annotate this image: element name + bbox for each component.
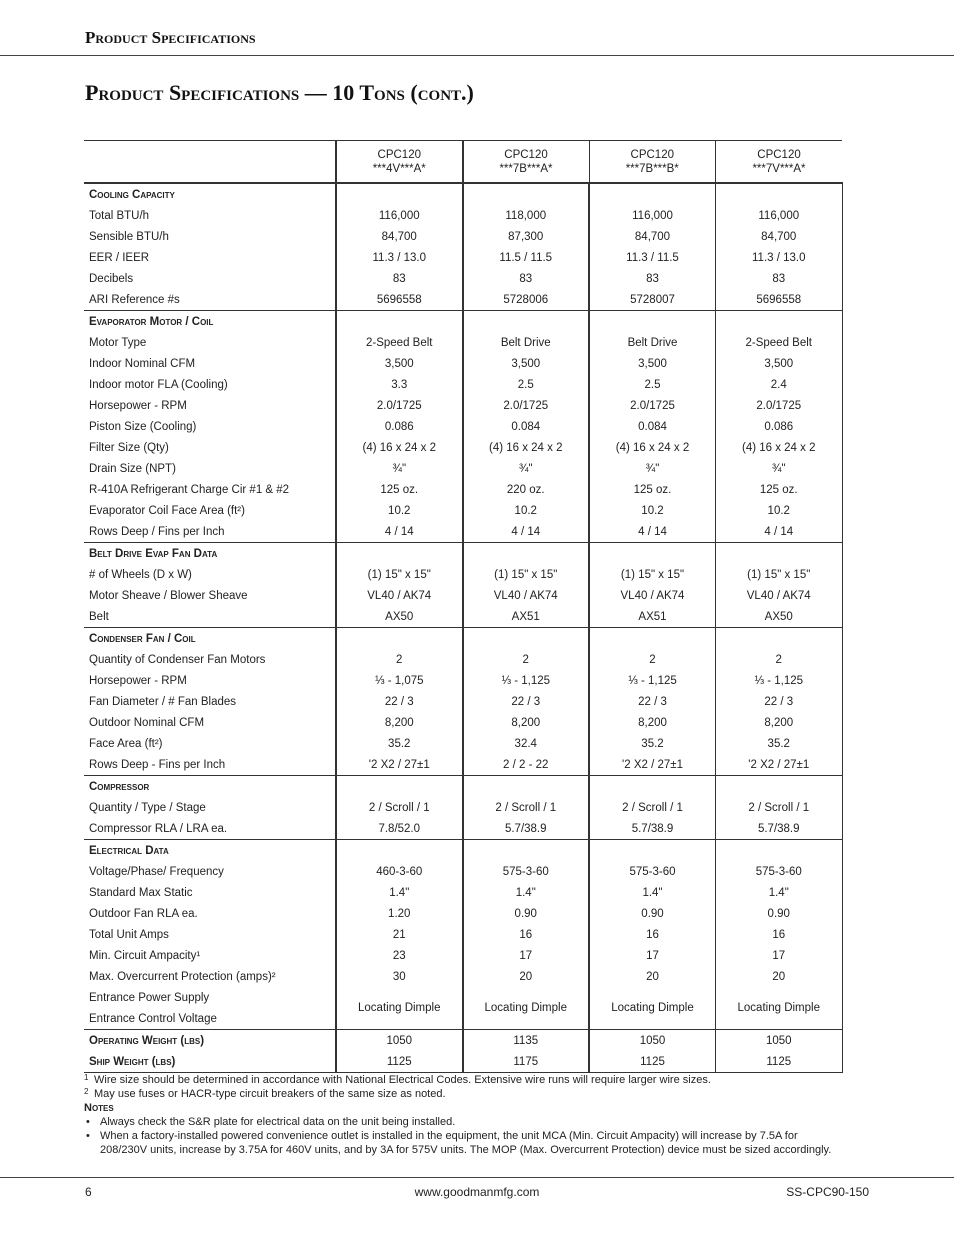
bullet-icon: • (86, 1116, 90, 1128)
value-cell: 1050 (336, 1030, 463, 1052)
model-name: CPC120 (504, 148, 548, 161)
value-cell: 0.90 (716, 903, 843, 924)
model-header (463, 141, 590, 184)
section-header-row (84, 543, 842, 565)
value-cell: 3,500 (463, 353, 590, 374)
row-label: Evaporator Coil Face Area (ft²) (84, 500, 336, 521)
table-row (84, 521, 842, 543)
table-row (84, 733, 842, 754)
row-label: Entrance Control Voltage (84, 1008, 336, 1030)
value-cell: 83 (463, 268, 590, 289)
value-cell: 5.7/38.9 (589, 818, 716, 840)
section-title: Condenser Fan / Coil (84, 628, 336, 650)
value-cell: (4) 16 x 24 x 2 (336, 437, 463, 458)
value-cell: ⅓ - 1,075 (336, 670, 463, 691)
table-row (84, 395, 842, 416)
value-cell: 30 (336, 966, 463, 987)
value-cell: 8,200 (716, 712, 843, 733)
notes-area (84, 1073, 844, 1157)
page-number: 6 (85, 1185, 92, 1199)
table-row (84, 564, 842, 585)
table-row (84, 882, 842, 903)
row-label: Rows Deep - Fins per Inch (84, 754, 336, 776)
footnote (84, 1087, 844, 1101)
value-cell: 16 (716, 924, 843, 945)
value-cell: 118,000 (463, 205, 590, 226)
value-cell: Belt Drive (463, 332, 590, 353)
value-cell: 35.2 (336, 733, 463, 754)
section-header-row (84, 183, 842, 205)
table-row (84, 691, 842, 712)
row-label: Motor Sheave / Blower Sheave (84, 585, 336, 606)
weight-row (84, 1051, 842, 1073)
table-row (84, 500, 842, 521)
value-cell: (4) 16 x 24 x 2 (463, 437, 590, 458)
table-row (84, 754, 842, 776)
value-cell: 460-3-60 (336, 861, 463, 882)
header-divider (0, 55, 954, 56)
table-row (84, 458, 842, 479)
row-label: Outdoor Fan RLA ea. (84, 903, 336, 924)
value-cell: '2 X2 / 27±1 (589, 754, 716, 776)
row-label: Voltage/Phase/ Frequency (84, 861, 336, 882)
value-cell: 2.0/1725 (716, 395, 843, 416)
table-row (84, 649, 842, 670)
value-cell: 0.084 (463, 416, 590, 437)
value-cell: VL40 / AK74 (336, 585, 463, 606)
table-row (84, 289, 842, 311)
table-row (84, 479, 842, 500)
table-row (84, 247, 842, 268)
value-cell: 1.4" (589, 882, 716, 903)
header-title: Product Specifications (85, 28, 256, 47)
value-cell: 2.0/1725 (463, 395, 590, 416)
value-cell: 3,500 (336, 353, 463, 374)
value-cell: 5696558 (336, 289, 463, 311)
value-cell: VL40 / AK74 (463, 585, 590, 606)
row-label: Total BTU/h (84, 205, 336, 226)
row-label: Fan Diameter / # Fan Blades (84, 691, 336, 712)
empty-cell (463, 776, 590, 798)
value-cell: 5728006 (463, 289, 590, 311)
row-label: Outdoor Nominal CFM (84, 712, 336, 733)
value-cell: 2.0/1725 (589, 395, 716, 416)
row-label: Min. Circuit Ampacity¹ (84, 945, 336, 966)
model-name: CPC120 (757, 148, 801, 161)
value-cell: 17 (589, 945, 716, 966)
table-row (84, 903, 842, 924)
footer-divider (0, 1177, 954, 1178)
value-cell: 20 (716, 966, 843, 987)
empty-cell (716, 628, 843, 650)
value-cell: 1175 (463, 1051, 590, 1073)
value-cell: 3,500 (716, 353, 843, 374)
section-header-row (84, 311, 842, 333)
value-cell: 84,700 (589, 226, 716, 247)
model-name: CPC120 (377, 148, 421, 161)
value-cell: 3,500 (589, 353, 716, 374)
value-cell: 2 (463, 649, 590, 670)
empty-cell (336, 543, 463, 565)
value-cell: 83 (716, 268, 843, 289)
empty-cell (463, 311, 590, 333)
value-cell: 575-3-60 (589, 861, 716, 882)
value-cell: 11.3 / 13.0 (716, 247, 843, 268)
value-cell: ¾" (589, 458, 716, 479)
note-item (84, 1129, 844, 1157)
footnote-text: May use fuses or HACR-type circuit breakers of the same size as noted. (94, 1088, 446, 1100)
value-cell: 2 / Scroll / 1 (336, 797, 463, 818)
empty-cell (336, 183, 463, 205)
value-cell: 2.5 (589, 374, 716, 395)
value-cell: 125 oz. (336, 479, 463, 500)
table-row (84, 332, 842, 353)
value-cell: 1050 (716, 1030, 843, 1052)
value-cell: 2.5 (463, 374, 590, 395)
row-label: Indoor Nominal CFM (84, 353, 336, 374)
model-code: ***7V***A* (752, 162, 806, 175)
value-cell: 83 (589, 268, 716, 289)
table-row (84, 268, 842, 289)
value-cell: 1050 (589, 1030, 716, 1052)
empty-cell (589, 543, 716, 565)
value-cell: 1.20 (336, 903, 463, 924)
value-cell: 5.7/38.9 (463, 818, 590, 840)
value-cell: 11.3 / 13.0 (336, 247, 463, 268)
value-cell: 0.084 (589, 416, 716, 437)
empty-cell (336, 628, 463, 650)
value-cell: 0.90 (463, 903, 590, 924)
value-cell: 22 / 3 (336, 691, 463, 712)
row-label: Ship Weight (lbs) (84, 1051, 336, 1073)
value-cell: 22 / 3 (589, 691, 716, 712)
table-row (84, 987, 842, 1008)
footnote-mark: 1 (84, 1073, 89, 1082)
row-label: Horsepower - RPM (84, 670, 336, 691)
model-code: ***4V***A* (372, 162, 426, 175)
row-label: Operating Weight (lbs) (84, 1030, 336, 1052)
value-cell: 22 / 3 (463, 691, 590, 712)
value-cell: 5696558 (716, 289, 843, 311)
row-label: Quantity / Type / Stage (84, 797, 336, 818)
section-title: Evaporator Motor / Coil (84, 311, 336, 333)
value-cell: 1135 (463, 1030, 590, 1052)
value-cell: 1125 (716, 1051, 843, 1073)
value-cell: 1.4" (336, 882, 463, 903)
value-cell: (1) 15" x 15" (716, 564, 843, 585)
section-header-row (84, 776, 842, 798)
row-label: Entrance Power Supply (84, 987, 336, 1008)
table-row (84, 226, 842, 247)
value-cell: AX50 (336, 606, 463, 628)
row-label: Standard Max Static (84, 882, 336, 903)
value-cell: Locating Dimple (589, 987, 716, 1030)
spec-table (84, 140, 843, 1073)
note-item (84, 1115, 844, 1129)
empty-cell (589, 183, 716, 205)
empty-cell (589, 776, 716, 798)
value-cell: AX50 (716, 606, 843, 628)
value-cell: 11.5 / 11.5 (463, 247, 590, 268)
value-cell: 4 / 14 (716, 521, 843, 543)
value-cell: 20 (463, 966, 590, 987)
row-label: EER / IEER (84, 247, 336, 268)
value-cell: ⅓ - 1,125 (589, 670, 716, 691)
row-label: Face Area (ft²) (84, 733, 336, 754)
notes-heading: Notes (84, 1102, 114, 1114)
value-cell: 2.0/1725 (336, 395, 463, 416)
value-cell: 10.2 (589, 500, 716, 521)
value-cell: 2 / Scroll / 1 (589, 797, 716, 818)
empty-cell (716, 311, 843, 333)
empty-cell (716, 776, 843, 798)
value-cell: VL40 / AK74 (716, 585, 843, 606)
value-cell: 0.90 (589, 903, 716, 924)
table-row (84, 861, 842, 882)
value-cell: 2 / Scroll / 1 (463, 797, 590, 818)
value-cell: 116,000 (589, 205, 716, 226)
table-row (84, 585, 842, 606)
value-cell: 1125 (589, 1051, 716, 1073)
table-row (84, 606, 842, 628)
section-header-row (84, 840, 842, 862)
value-cell: AX51 (463, 606, 590, 628)
empty-cell (463, 840, 590, 862)
value-cell: 23 (336, 945, 463, 966)
value-cell: 10.2 (463, 500, 590, 521)
footnote (84, 1073, 844, 1087)
table-row (84, 670, 842, 691)
value-cell: 84,700 (716, 226, 843, 247)
value-cell: (4) 16 x 24 x 2 (716, 437, 843, 458)
value-cell: 87,300 (463, 226, 590, 247)
value-cell: 5728007 (589, 289, 716, 311)
note-text: When a factory-installed powered convenience outlet is installed in the equipment, the unit MCA (Min. Circuit Ampacity) will increase by 7.5A for 208/230V units, increase by 3.75A for 460V units, and by 3A for 575V units. The MOP (Max. Overcurrent Protection) device must be sized accordingly. (100, 1130, 832, 1156)
footnote-mark: 2 (84, 1087, 89, 1096)
value-cell: 1.4" (463, 882, 590, 903)
value-cell: 11.3 / 11.5 (589, 247, 716, 268)
value-cell: 10.2 (716, 500, 843, 521)
row-label: Total Unit Amps (84, 924, 336, 945)
table-row (84, 374, 842, 395)
section-title: Compressor (84, 776, 336, 798)
value-cell: '2 X2 / 27±1 (336, 754, 463, 776)
value-cell: 2 (716, 649, 843, 670)
value-cell: 1.4" (716, 882, 843, 903)
value-cell: 3.3 (336, 374, 463, 395)
value-cell: 2 (589, 649, 716, 670)
value-cell: 2.4 (716, 374, 843, 395)
value-cell: VL40 / AK74 (589, 585, 716, 606)
row-label: Filter Size (Qty) (84, 437, 336, 458)
value-cell: 5.7/38.9 (716, 818, 843, 840)
document-code: SS-CPC90-150 (786, 1185, 869, 1199)
value-cell: 125 oz. (589, 479, 716, 500)
value-cell: 35.2 (716, 733, 843, 754)
empty-cell (589, 628, 716, 650)
table-row (84, 712, 842, 733)
value-cell: 20 (589, 966, 716, 987)
row-label: R-410A Refrigerant Charge Cir #1 & #2 (84, 479, 336, 500)
value-cell: ¾" (336, 458, 463, 479)
table-row (84, 353, 842, 374)
row-label: Quantity of Condenser Fan Motors (84, 649, 336, 670)
row-label: Motor Type (84, 332, 336, 353)
row-label: Drain Size (NPT) (84, 458, 336, 479)
table-row (84, 797, 842, 818)
section-header-row (84, 628, 842, 650)
value-cell: Locating Dimple (463, 987, 590, 1030)
table-row (84, 416, 842, 437)
model-header (589, 141, 716, 184)
footer-url: www.goodmanmfg.com (414, 1185, 540, 1199)
table-row (84, 945, 842, 966)
value-cell: 4 / 14 (463, 521, 590, 543)
value-cell: 116,000 (336, 205, 463, 226)
value-cell: Locating Dimple (336, 987, 463, 1030)
value-cell: 8,200 (336, 712, 463, 733)
empty-cell (716, 840, 843, 862)
model-code: ***7B***B* (625, 162, 679, 175)
page-title: Product Specifications — 10 Tons (cont.) (85, 80, 474, 105)
empty-cell (463, 543, 590, 565)
value-cell: 7.8/52.0 (336, 818, 463, 840)
footnote-text: Wire size should be determined in accordance with National Electrical Codes. Extensive wire runs will require larger wire sizes. (94, 1074, 711, 1086)
value-cell: 17 (716, 945, 843, 966)
model-header-row (84, 141, 842, 184)
model-header (716, 141, 843, 184)
row-label: Indoor motor FLA (Cooling) (84, 374, 336, 395)
empty-cell (716, 543, 843, 565)
value-cell: 21 (336, 924, 463, 945)
value-cell: 4 / 14 (589, 521, 716, 543)
section-title: Belt Drive Evap Fan Data (84, 543, 336, 565)
value-cell: 32.4 (463, 733, 590, 754)
value-cell: 35.2 (589, 733, 716, 754)
spec-table-body (84, 183, 842, 1073)
row-label: Compressor RLA / LRA ea. (84, 818, 336, 840)
table-row (84, 966, 842, 987)
row-label: Decibels (84, 268, 336, 289)
note-text: Always check the S&R plate for electrical data on the unit being installed. (100, 1116, 456, 1128)
value-cell: ⅓ - 1,125 (716, 670, 843, 691)
model-header (336, 141, 463, 184)
row-label: Piston Size (Cooling) (84, 416, 336, 437)
value-cell: 16 (589, 924, 716, 945)
value-cell: '2 X2 / 27±1 (716, 754, 843, 776)
empty-cell (589, 311, 716, 333)
model-code: ***7B***A* (499, 162, 553, 175)
empty-cell (463, 628, 590, 650)
value-cell: Locating Dimple (716, 987, 843, 1030)
section-title: Cooling Capacity (84, 183, 336, 205)
bullet-icon: • (86, 1130, 90, 1142)
value-cell: (4) 16 x 24 x 2 (589, 437, 716, 458)
value-cell: 0.086 (716, 416, 843, 437)
value-cell: 125 oz. (716, 479, 843, 500)
model-name: CPC120 (630, 148, 674, 161)
empty-cell (336, 311, 463, 333)
value-cell: ¾" (716, 458, 843, 479)
empty-cell (336, 776, 463, 798)
value-cell: AX51 (589, 606, 716, 628)
value-cell: 16 (463, 924, 590, 945)
value-cell: 8,200 (463, 712, 590, 733)
table-row (84, 205, 842, 226)
value-cell: 2 / 2 - 22 (463, 754, 590, 776)
value-cell: 220 oz. (463, 479, 590, 500)
header-label-cell (84, 141, 336, 184)
value-cell: 84,700 (336, 226, 463, 247)
value-cell: 1125 (336, 1051, 463, 1073)
empty-cell (589, 840, 716, 862)
row-label: Sensible BTU/h (84, 226, 336, 247)
row-label: Max. Overcurrent Protection (amps)² (84, 966, 336, 987)
value-cell: 575-3-60 (716, 861, 843, 882)
value-cell: (1) 15" x 15" (336, 564, 463, 585)
value-cell: 2 / Scroll / 1 (716, 797, 843, 818)
value-cell: (1) 15" x 15" (463, 564, 590, 585)
row-label: Rows Deep / Fins per Inch (84, 521, 336, 543)
section-title: Electrical Data (84, 840, 336, 862)
value-cell: 2-Speed Belt (336, 332, 463, 353)
weight-row (84, 1030, 842, 1052)
value-cell: ⅓ - 1,125 (463, 670, 590, 691)
row-label: # of Wheels (D x W) (84, 564, 336, 585)
empty-cell (463, 183, 590, 205)
table-row (84, 924, 842, 945)
value-cell: 2-Speed Belt (716, 332, 843, 353)
value-cell: Belt Drive (589, 332, 716, 353)
empty-cell (716, 183, 843, 205)
table-row (84, 437, 842, 458)
value-cell: ¾" (463, 458, 590, 479)
value-cell: 83 (336, 268, 463, 289)
table-row (84, 818, 842, 840)
value-cell: 2 (336, 649, 463, 670)
value-cell: 4 / 14 (336, 521, 463, 543)
empty-cell (336, 840, 463, 862)
value-cell: 8,200 (589, 712, 716, 733)
value-cell: 17 (463, 945, 590, 966)
value-cell: 22 / 3 (716, 691, 843, 712)
value-cell: 10.2 (336, 500, 463, 521)
value-cell: (1) 15" x 15" (589, 564, 716, 585)
row-label: Horsepower - RPM (84, 395, 336, 416)
value-cell: 575-3-60 (463, 861, 590, 882)
row-label: ARI Reference #s (84, 289, 336, 311)
row-label: Belt (84, 606, 336, 628)
value-cell: 116,000 (716, 205, 843, 226)
value-cell: 0.086 (336, 416, 463, 437)
